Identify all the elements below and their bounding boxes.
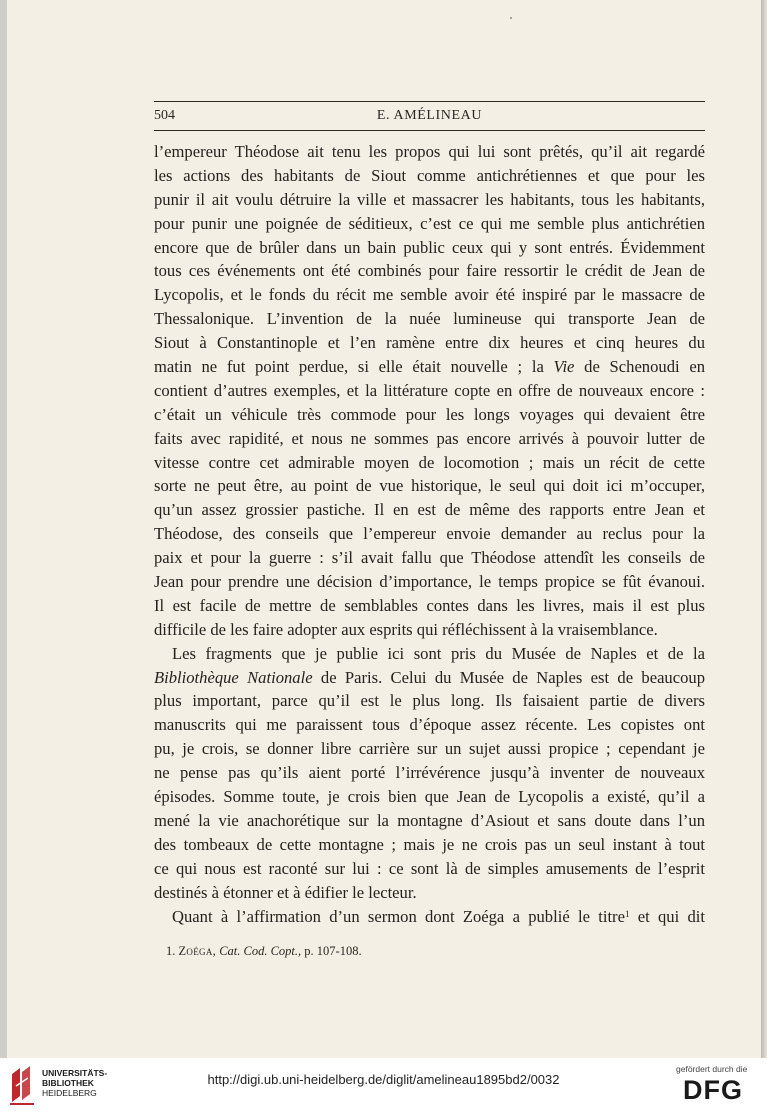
text-line: des tombeaux de cette montagne ; mais je ne crois pas un seul instant à tout (154, 834, 705, 854)
header-rule-top (154, 101, 705, 102)
text-line: destinés à étonner et à édifier le lecteur. (154, 882, 417, 902)
footnote-title: Cat. Cod. Copt., (219, 944, 302, 958)
text-segment: de Paris. Celui du Musée de Naples est de beaucoup (320, 667, 705, 687)
text-line: paix et pour la guerre : s’il avait fallu que Théodose attendît les conseils de (154, 548, 705, 568)
text-line: vitesse contre cet admirable moyen de locomotion ; mais un récit de cette (154, 452, 705, 472)
text-line: contient d’autres exemples, et la littérature copte en offre de nouveaux encore : (154, 380, 705, 400)
text-line: Lycopolis, et le fonds du récit me semble avoir été inspiré par le massacre de (154, 285, 705, 305)
footnote-pages: p. 107-108. (304, 944, 362, 958)
scan-speck (510, 17, 512, 19)
library-name-line: HEIDELBERG (42, 1088, 97, 1098)
footnote-author: Zoéga, (178, 944, 217, 958)
dfg-logo[interactable]: DFG (683, 1075, 743, 1105)
italic-bibliotheque: Bibliothèque Nationale (154, 667, 313, 687)
text-line: tous ces événements ont été combinés pour faire ressortir le crédit de Jean de (154, 261, 705, 281)
library-name-line: BIBLIOTHEK (42, 1078, 94, 1088)
text-segment: de Schenoudi en (584, 357, 705, 377)
text-line: Théodose, des conseils que l’empereur envoie demander au reclus pour la (154, 524, 705, 544)
text-segment: matin ne fut point perdue, si elle était nouvelle ; la (154, 357, 544, 377)
text-line: ne pense pas qu’ils aient porté l’irrévérence jusqu’à inventer de nouveaux (154, 763, 705, 783)
page-number: 504 (154, 108, 175, 123)
text-line: les actions des habitants de Siout comme antichrétiennes et que pour les (154, 165, 705, 185)
text-line: manuscrits qui me paraissent tous d’époque assez récente. Les copistes ont (154, 715, 705, 735)
text-line: pu, je crois, se donner libre carrière sur un sujet aussi propice ; cependant je (154, 739, 705, 759)
footnote (166, 944, 706, 959)
text-line: difficile de les faire adopter aux esprits qui réfléchissent à la vraisemblance. (154, 619, 658, 639)
footnote-number: 1. (166, 944, 176, 958)
header-rule-bottom (154, 130, 705, 131)
text-line: ce qui nous est raconté sur lui : ce sont là de simples amusements de l’esprit (154, 858, 705, 878)
running-head: E. AMÉLINEAU (376, 108, 483, 123)
text-line: Thessalonique. L’invention de la nuée lumineuse qui transporte Jean de (154, 309, 705, 329)
text-line-vie (154, 355, 705, 379)
text-line: épisodes. Somme toute, je crois bien que Jean de Lycopolis a existé, qu’il a (154, 787, 705, 807)
page-edge (761, 0, 767, 1058)
text-line: c’était un véhicule très commode pour les longs voyages qui devaient être (154, 404, 705, 424)
text-line: Les fragments que je publie ici sont pris du Musée de Naples et de la (172, 643, 705, 663)
text-line: sorte ne peut être, au point de vue historique, le seul qui doit ici m’occuper, (154, 476, 705, 496)
permalink-url[interactable]: http://digi.ub.uni-heidelberg.de/diglit/amelineau1895bd2/0032 (207, 1072, 560, 1087)
text-segment: Quant à l’affirmation d’un sermon dont Zoéga a publié le titre (172, 906, 625, 926)
text-line: encore que de brûler dans un bain public ceux qui y sont entrés. Évidemment (154, 237, 705, 257)
text-line: pour punir une poignée de séditieux, c’est ce qui me semble plus antichrétien (154, 213, 705, 233)
text-line: plus important, parce qu’il est le plus long. Ils faisaient partie de divers (154, 691, 705, 711)
funding-caption: gefördert durch die (676, 1064, 748, 1074)
italic-vie: Vie (553, 357, 575, 377)
text-line-footnote-ref (154, 905, 705, 929)
text-line: Siout à Constantinople et l’en ramène entre dix heures et cinq heures du (154, 333, 705, 353)
body-text (154, 140, 705, 928)
text-line: Jean pour prendre une décision d’importance, le temps propice se fût évanoui. (154, 572, 705, 592)
text-line-bibliotheque (154, 666, 705, 690)
text-line: mené la vie anachorétique sur la montagne d’Asiout et sans doute dans l’un (154, 810, 705, 830)
text-line: l’empereur Théodose ait tenu les propos qui lui sont prêtés, qu’il ait regardé (154, 142, 705, 161)
footnote-reference[interactable]: 1 (624, 908, 630, 919)
text-line: faits avec rapidité, et nous ne sommes pas encore arrivés à pouvoir lutter de (154, 428, 705, 448)
text-segment: et qui dit (637, 906, 705, 926)
text-line: punir il ait voulu détruire la ville et massacrer les habitants, tous les habitants, (154, 189, 705, 209)
text-line: Il est facile de mettre de semblables contes dans les livres, mais il est plus (154, 595, 705, 615)
text-line: qu’un assez grossier pastiche. Il en est de même des rapports entre Jean et (154, 500, 705, 520)
library-name-line: UNIVERSITÄTS- (42, 1068, 108, 1078)
